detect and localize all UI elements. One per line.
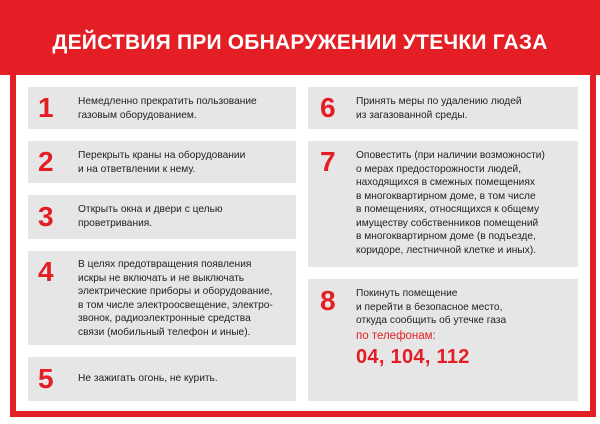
phones-label: по телефонам: — [356, 330, 436, 342]
page-title: ДЕЙСТВИЯ ПРИ ОБНАРУЖЕНИИ УТЕЧКИ ГАЗА — [52, 31, 548, 54]
step-card-4 — [28, 251, 296, 345]
step-text: Не зажигать огонь, не курить. — [78, 373, 218, 384]
instructions-frame — [10, 75, 596, 417]
step-card-3 — [28, 195, 296, 239]
step-number: 7 — [320, 146, 336, 177]
step-number: 4 — [38, 256, 54, 287]
step-number: 3 — [38, 201, 54, 232]
step-card-5 — [28, 357, 296, 401]
step-text: Принять меры по удалению людей из загазованной среды. — [356, 96, 522, 121]
step-card-8 — [308, 279, 578, 401]
title-banner — [0, 0, 600, 75]
emergency-phone-numbers: 04, 104, 112 — [356, 346, 470, 368]
step-text: Открыть окна и двери с целью проветривания. — [78, 204, 223, 229]
step-card-1 — [28, 87, 296, 129]
step-number: 1 — [38, 92, 54, 123]
step-number: 6 — [320, 92, 336, 123]
step-card-2 — [28, 141, 296, 183]
step-text: В целях предотвращения появления искры не включать и не выключать электрические приборы и оборудование, в том числе электроосвещение, электро- звонок, радиоэлектронные средства связи (мобильный телефон и иные). — [78, 259, 273, 338]
step-text: Немедленно прекратить пользование газовым оборудованием. — [78, 96, 257, 121]
step-card-7 — [308, 141, 578, 267]
step-text: Покинуть помещение и перейти в безопасное место, откуда сообщить об утечке газа — [356, 288, 507, 326]
step-number: 8 — [320, 285, 336, 316]
step-text: Перекрыть краны на оборудовании и на ответвлении к нему. — [78, 150, 246, 175]
step-number: 2 — [38, 146, 54, 177]
step-text: Оповестить (при наличии возможности) о мерах предосторожности людей, находящихся в смежных помещениях в многоквартирном доме, в том числе в помещениях, относящихся к общему имуществу собственников помещений в многоквартирном доме (в подъезде, коридоре, лестничной клетке и иных). — [356, 150, 545, 256]
step-card-6 — [308, 87, 578, 129]
step-number: 5 — [38, 363, 54, 394]
